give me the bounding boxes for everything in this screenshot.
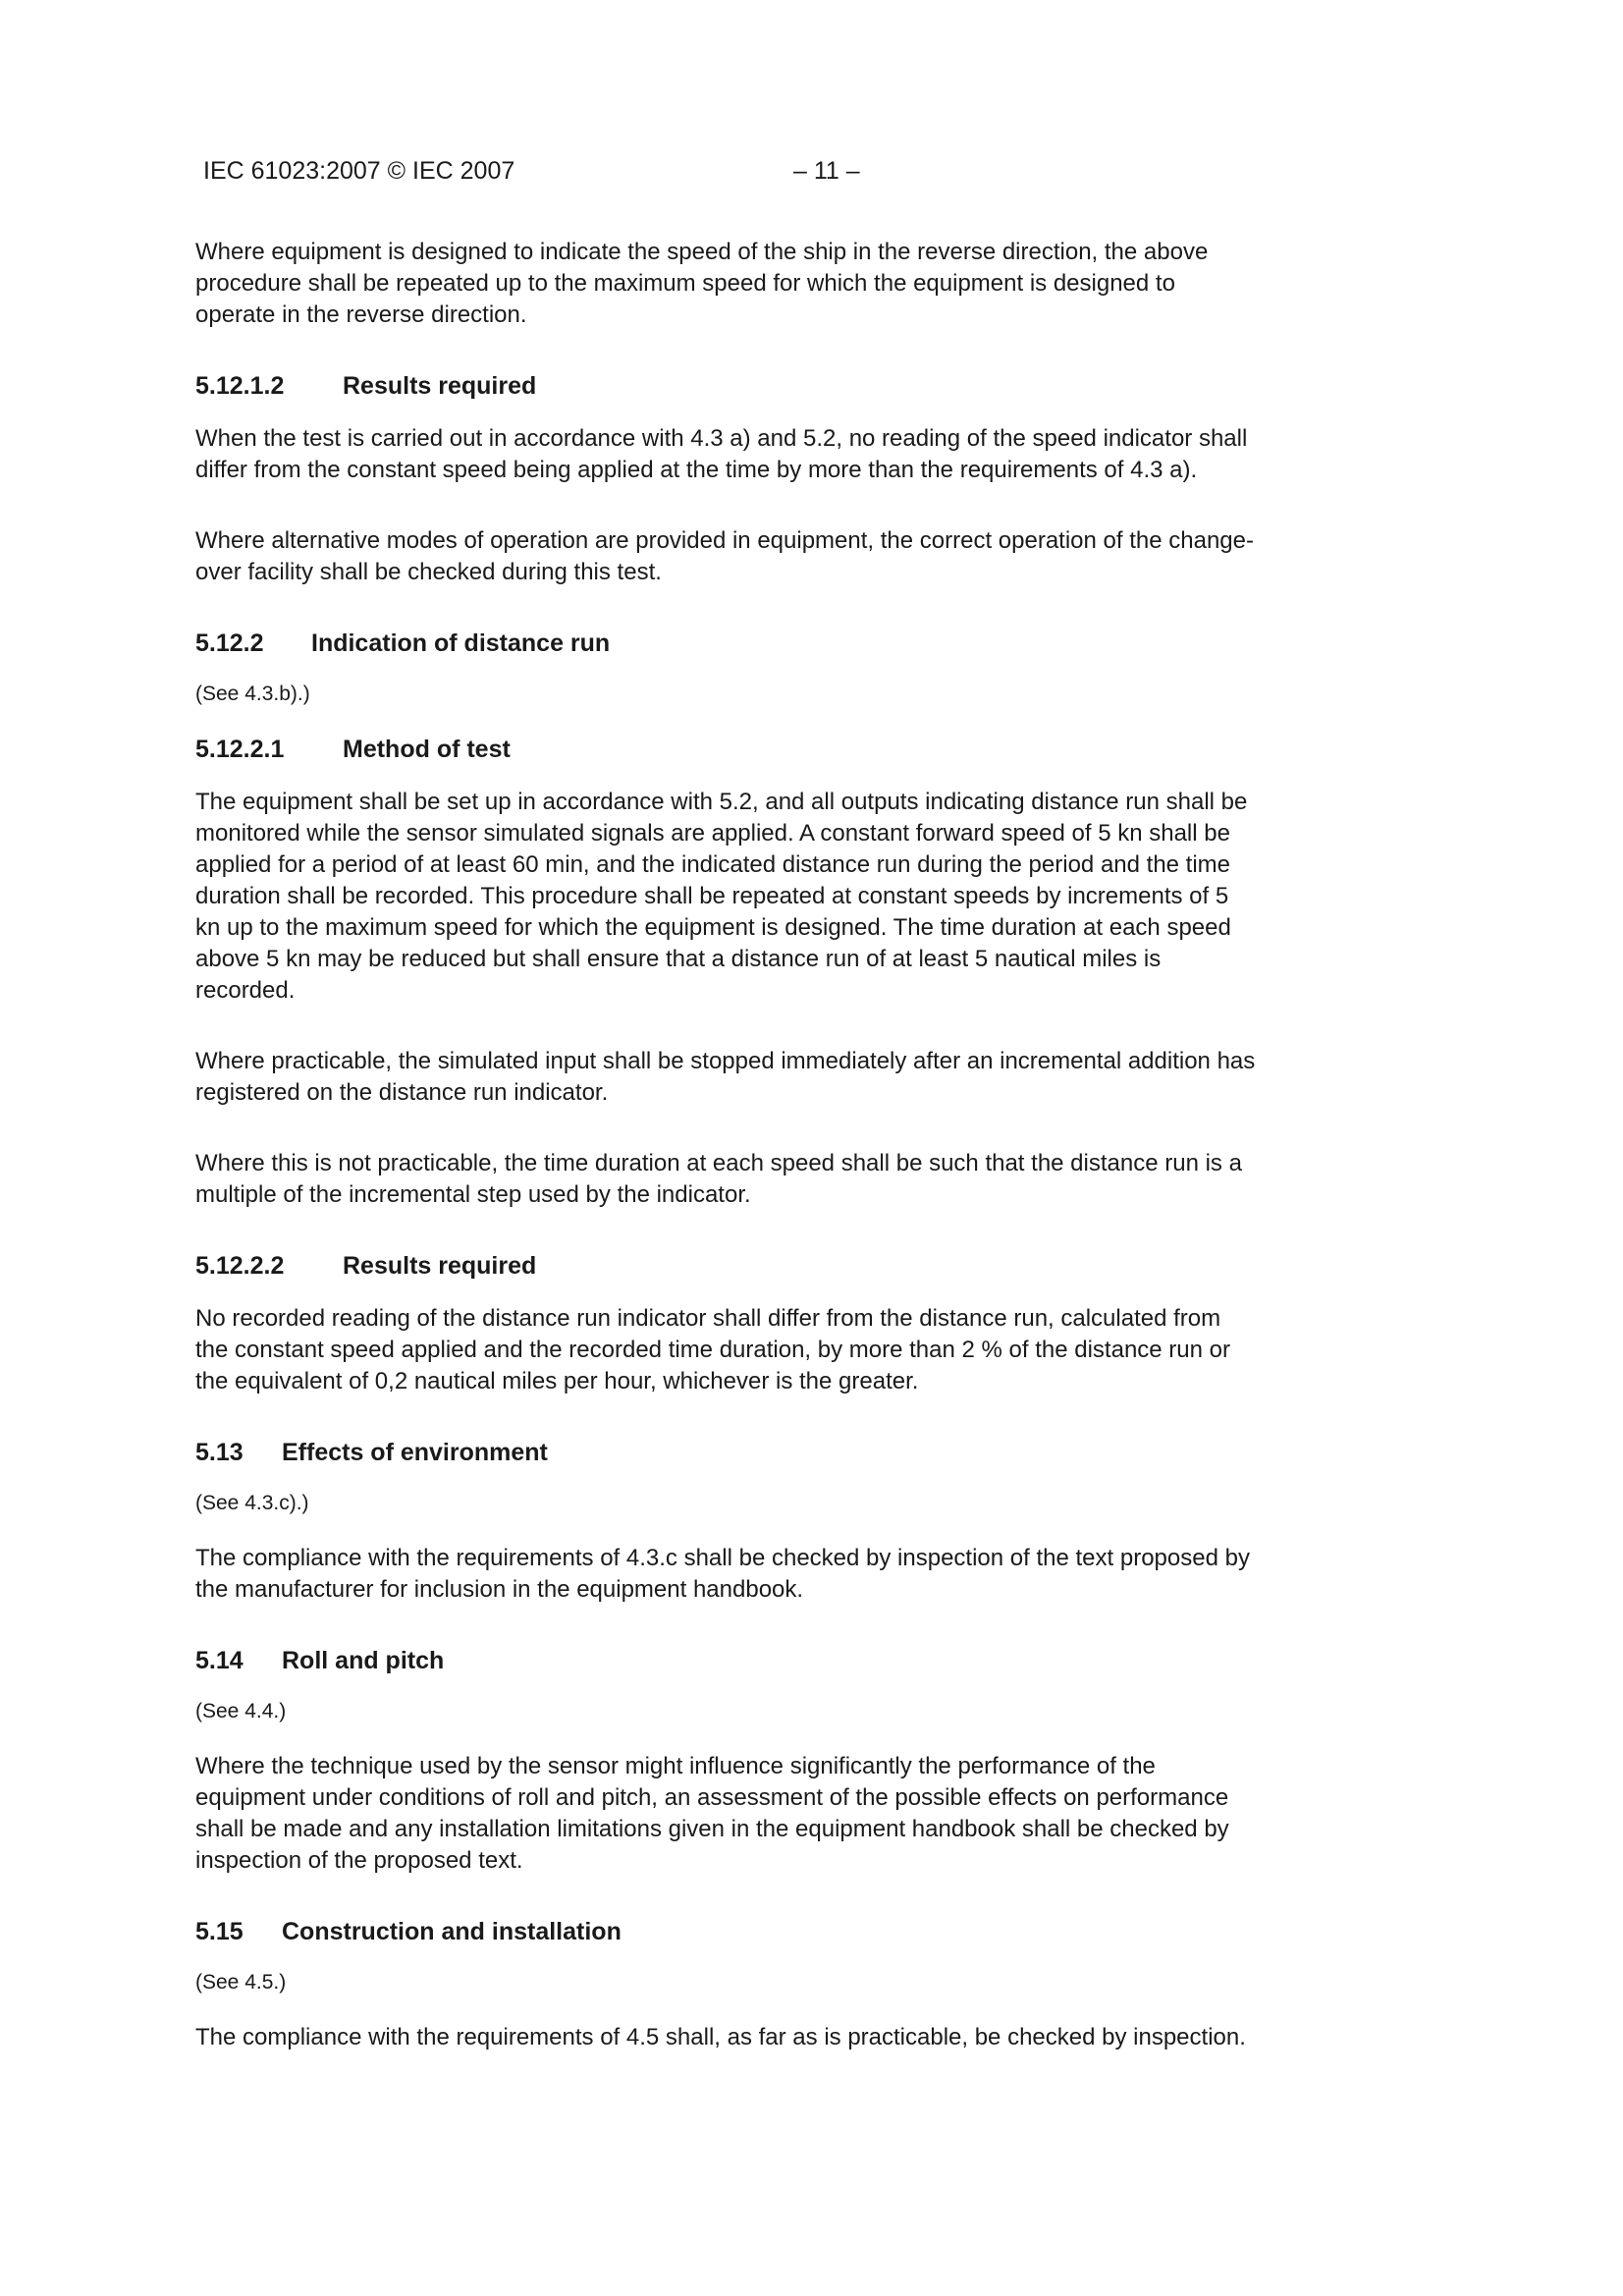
- paragraph: Where practicable, the simulated input shall be stopped immediately after an incremental addition has registered on the distance run indicator.: [195, 1048, 1256, 1106]
- see-reference: (See 4.3.c).): [195, 1492, 309, 1514]
- section-number: 5.14: [195, 1647, 243, 1674]
- section-title: Roll and pitch: [282, 1647, 445, 1674]
- section-title: Effects of environment: [282, 1439, 548, 1466]
- page-number: – 11 –: [793, 157, 860, 185]
- section-heading-5-12-1-2: [195, 370, 1256, 402]
- section-title: Indication of distance run: [311, 629, 611, 657]
- section-number: 5.12.2.2: [195, 1252, 285, 1280]
- running-header: IEC 61023:2007 © IEC 2007: [203, 157, 515, 185]
- paragraph: Where the technique used by the sensor might influence significantly the performance of the equipment under conditions of roll and pitch, an assessment of the possible effects on performance shall be made and any installation limitations given in the equipment handbook shall be checked by inspection of the proposed text.: [195, 1753, 1229, 1874]
- paragraph: When the test is carried out in accordance with 4.3 a) and 5.2, no reading of the speed indicator shall differ from the constant speed being applied at the time by more than the requirements of 4.3 a).: [195, 425, 1248, 483]
- section-heading-5-12-2-1: [195, 734, 1256, 765]
- see-reference: (See 4.4.): [195, 1700, 287, 1722]
- section-number: 5.15: [195, 1918, 243, 1945]
- paragraph: The compliance with the requirements of 4.5 shall, as far as is practicable, be checked by inspection.: [195, 2024, 1246, 2050]
- document-body: [195, 237, 1256, 2093]
- paragraph: The compliance with the requirements of 4.3.c shall be checked by inspection of the text proposed by the manufacturer for inclusion in the equipment handbook.: [195, 1545, 1250, 1603]
- section-heading-5-13: [195, 1437, 1256, 1468]
- section-title: Construction and installation: [282, 1918, 622, 1945]
- section-heading-5-14: [195, 1645, 1256, 1676]
- paragraph: The equipment shall be set up in accordance with 5.2, and all outputs indicating distance run shall be monitored while the sensor simulated signals are applied. A constant forward speed of 5 kn shall be applied for a period of at least 60 min, and the indicated distance run during the period and the time duration shall be recorded. This procedure shall be repeated at constant speeds by increments of 5 kn up to the maximum speed for which the equipment is designed. The time duration at each speed above 5 kn may be reduced but shall ensure that a distance run of at least 5 nautical miles is recorded.: [195, 789, 1248, 1004]
- section-number: 5.12.1.2: [195, 372, 285, 400]
- section-title: Results required: [343, 1252, 537, 1280]
- paragraph: Where alternative modes of operation are provided in equipment, the correct operation of the change-over facility shall be checked during this test.: [195, 527, 1254, 585]
- paragraph: No recorded reading of the distance run indicator shall differ from the distance run, calculated from the constant speed applied and the recorded time duration, by more than 2 % of the distance run or the equivalent of 0,2 nautical miles per hour, whichever is the greater.: [195, 1305, 1230, 1394]
- section-number: 5.13: [195, 1439, 243, 1466]
- section-title: Results required: [343, 372, 537, 400]
- paragraph: Where this is not practicable, the time duration at each speed shall be such that the distance run is a multiple of the incremental step used by the indicator.: [195, 1150, 1242, 1208]
- section-heading-5-12-2: [195, 628, 1256, 659]
- section-number: 5.12.2: [195, 629, 264, 657]
- section-heading-5-15: [195, 1916, 1256, 1947]
- paragraph-reverse-direction: Where equipment is designed to indicate the speed of the ship in the reverse direction, the above procedure shall be repeated up to the maximum speed for which the equipment is designed to operate in the reverse direction.: [195, 239, 1209, 328]
- section-title: Method of test: [343, 736, 511, 763]
- section-number: 5.12.2.1: [195, 736, 285, 763]
- section-heading-5-12-2-2: [195, 1250, 1256, 1282]
- see-reference: (See 4.3.b).): [195, 683, 310, 705]
- see-reference: (See 4.5.): [195, 1971, 287, 1994]
